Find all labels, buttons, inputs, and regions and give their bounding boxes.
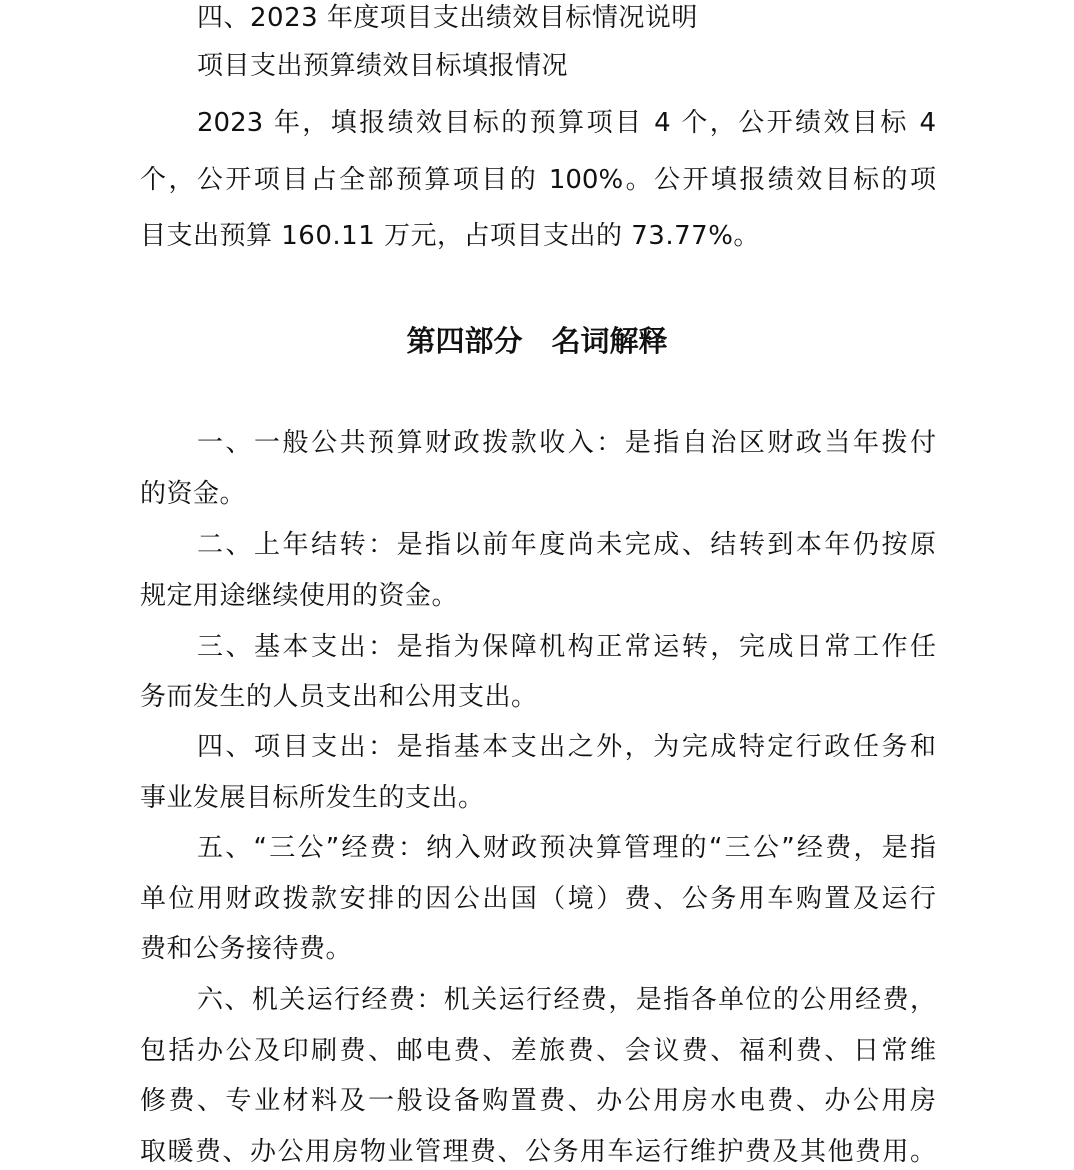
definition-line: 规定用途继续使用的资金。: [140, 581, 459, 611]
definition-line: 一、一般公共预算财政拨款收入：是指自治区财政当年拨付: [197, 428, 936, 458]
definition-line: 二、上年结转：是指以前年度尚未完成、结转到本年仍按原: [197, 530, 936, 560]
definition-line: 务而发生的人员支出和公用支出。: [140, 682, 538, 712]
definition-line: 修费、专业材料及一般设备购置费、办公用房水电费、办公用房: [140, 1086, 936, 1116]
paragraph-line: 2023 年，填报绩效目标的预算项目 4 个，公开绩效目标 4: [197, 108, 936, 138]
definition-line: 取暖费、办公用房物业管理费、公务用车运行维护费及其他费用。: [140, 1137, 936, 1167]
definition-line: 费和公务接待费。: [140, 934, 353, 964]
definition-line: 四、项目支出：是指基本支出之外，为完成特定行政任务和: [197, 732, 936, 762]
definition-line: 事业发展目标所发生的支出。: [140, 783, 485, 813]
definition-line: 六、机关运行经费：机关运行经费，是指各单位的公用经费，: [197, 985, 936, 1015]
definition-line: 单位用财政拨款安排的因公出国（境）费、公务用车购置及运行: [140, 884, 936, 914]
paragraph-line: 目支出预算 160.11 万元，占项目支出的 73.77%。: [140, 221, 760, 251]
part-heading: 第四部分 名词解释: [406, 324, 668, 358]
definition-line: 三、基本支出：是指为保障机构正常运转，完成日常工作任: [197, 632, 936, 662]
definition-line: 包括办公及印刷费、邮电费、差旅费、会议费、福利费、日常维: [140, 1036, 936, 1066]
paragraph-line: 个，公开项目占全部预算项目的 100%。公开填报绩效目标的项: [140, 165, 936, 195]
section-subtitle: 项目支出预算绩效目标填报情况: [197, 51, 569, 81]
section-title: 四、2023 年度项目支出绩效目标情况说明: [197, 3, 698, 33]
definition-line: 五、“三公”经费：纳入财政预决算管理的“三公”经费，是指: [197, 833, 936, 863]
definition-line: 的资金。: [140, 479, 247, 509]
